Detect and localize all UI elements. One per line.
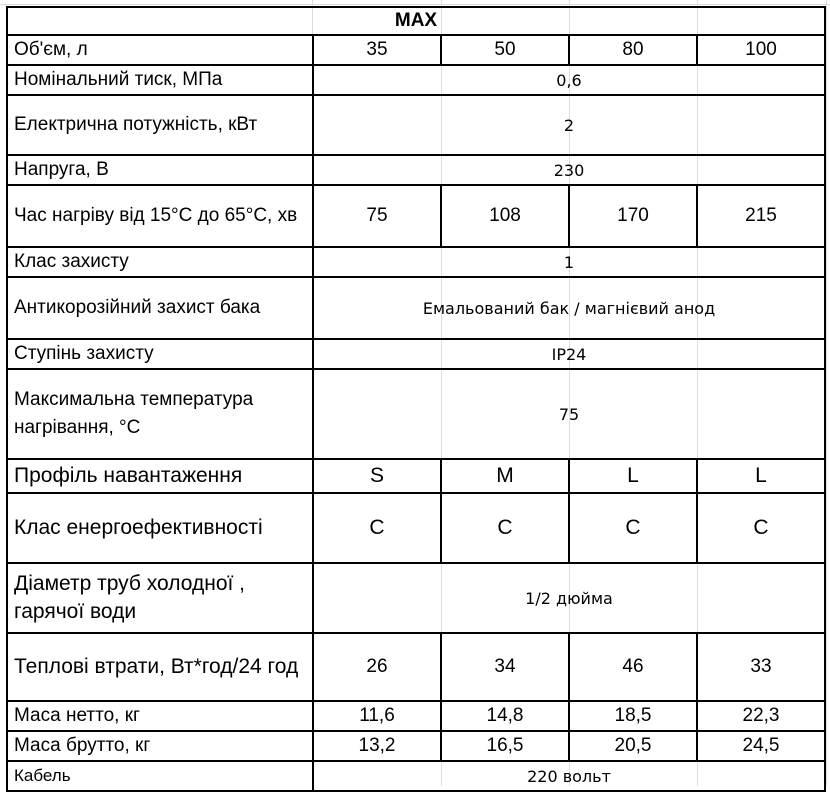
cell-value-merged: 1	[313, 247, 825, 277]
cell-value: S	[313, 459, 441, 493]
cell-value: 22,3	[697, 701, 825, 731]
cell-value: C	[569, 493, 697, 563]
sheet-gridline	[0, 4, 830, 5]
table-row	[7, 459, 825, 493]
cell-value: C	[313, 493, 441, 563]
cell-value: 16,5	[441, 731, 569, 761]
cell-value: 18,5	[569, 701, 697, 731]
row-label: Об'єм, л	[7, 35, 313, 65]
cell-value: 14,8	[441, 701, 569, 731]
cell-value-merged: 230	[313, 155, 825, 185]
cell-value-merged: 220 вольт	[313, 761, 825, 791]
cell-value: 50	[441, 35, 569, 65]
row-label: Напруга, В	[7, 155, 313, 185]
row-label: Антикорозійний захист бака	[7, 277, 313, 339]
table-row	[7, 185, 825, 247]
cell-value: 108	[441, 185, 569, 247]
table-row	[7, 65, 825, 95]
cell-value: 24,5	[697, 731, 825, 761]
table-row	[7, 701, 825, 731]
table-row	[7, 731, 825, 761]
table-row	[7, 339, 825, 369]
cell-value: 11,6	[313, 701, 441, 731]
cell-value-merged: 75	[313, 369, 825, 459]
cell-value: L	[697, 459, 825, 493]
row-label: Теплові втрати, Вт*год/24 год	[7, 633, 313, 701]
cell-value: C	[441, 493, 569, 563]
table-row	[7, 761, 825, 791]
cell-value: 75	[313, 185, 441, 247]
cell-value-merged: Емальований бак / магнієвий анод	[313, 277, 825, 339]
cell-value: 80	[569, 35, 697, 65]
table-row	[7, 247, 825, 277]
cell-value: 13,2	[313, 731, 441, 761]
row-label: Маса нетто, кг	[7, 701, 313, 731]
table-header-row	[7, 7, 825, 35]
cell-value: L	[569, 459, 697, 493]
cell-value: 33	[697, 633, 825, 701]
cell-value: 20,5	[569, 731, 697, 761]
row-label: Маса брутто, кг	[7, 731, 313, 761]
cell-value: 170	[569, 185, 697, 247]
row-label: Час нагріву від 15°С до 65°С, хв	[7, 185, 313, 247]
cell-value: C	[697, 493, 825, 563]
row-label: Електрична потужність, кВт	[7, 95, 313, 155]
row-label: Профіль навантаження	[7, 459, 313, 493]
row-label: Клас захисту	[7, 247, 313, 277]
row-label: Клас енергоефективності	[7, 493, 313, 563]
table-title: MAX	[7, 7, 825, 35]
cell-value: 215	[697, 185, 825, 247]
cell-value-merged: 2	[313, 95, 825, 155]
table-row	[7, 493, 825, 563]
row-label: Кабель	[7, 761, 313, 791]
cell-value: 100	[697, 35, 825, 65]
cell-value: 35	[313, 35, 441, 65]
table-row	[7, 633, 825, 701]
row-label: Діаметр труб холодної , гарячої води	[7, 563, 313, 633]
table-row	[7, 35, 825, 65]
table-row	[7, 369, 825, 459]
sheet-gridline	[826, 0, 827, 786]
cell-value: M	[441, 459, 569, 493]
table-row	[7, 563, 825, 633]
table-row	[7, 277, 825, 339]
row-label: Ступінь захисту	[7, 339, 313, 369]
cell-value: 26	[313, 633, 441, 701]
table-row	[7, 95, 825, 155]
row-label: Номінальний тиск, МПа	[7, 65, 313, 95]
row-label: Максимальна температура нагрівання, °С	[7, 369, 313, 459]
cell-value: 34	[441, 633, 569, 701]
cell-value-merged: IP24	[313, 339, 825, 369]
cell-value-merged: 1/2 дюйма	[313, 563, 825, 633]
cell-value-merged: 0,6	[313, 65, 825, 95]
specifications-table	[6, 6, 826, 792]
table-row	[7, 155, 825, 185]
cell-value: 46	[569, 633, 697, 701]
